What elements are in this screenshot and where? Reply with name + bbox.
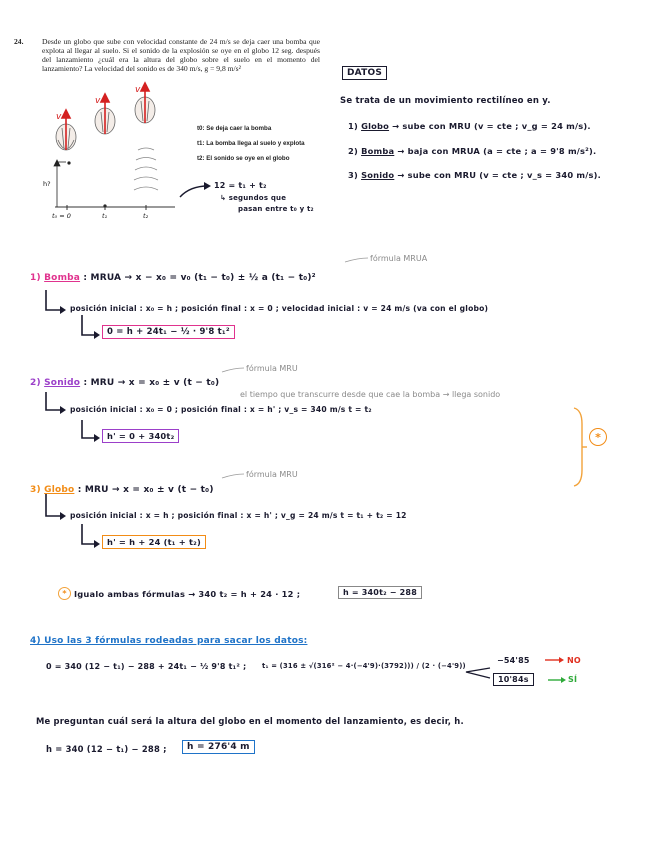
datos-title: DATOS <box>342 66 387 80</box>
datos-item-bomba-text: → baja con MRUA (a = cte ; a = 9'8 m/s²). <box>397 146 597 156</box>
legend-t0: t0: Se deja caer la bomba <box>197 125 272 132</box>
datos-intro: Se trata de un movimiento rectilíneo en y. <box>340 96 551 106</box>
globo-formula: : MRU → x = x₀ ± v (t − t₀) <box>77 485 214 495</box>
datos-item-bomba-name: Bomba <box>361 146 395 156</box>
sonido-formula: : MRU → x = x₀ ± v (t − t₀) <box>83 378 220 388</box>
bomba-heading-name: Bomba <box>44 273 81 283</box>
final-equation: h = 340 (12 − t₁) − 288 ; <box>46 744 167 754</box>
datos-item-sonido-num: 3) <box>348 170 358 180</box>
sonido-time-note: el tiempo que transcurre desde que cae la bomba → llega sonido <box>240 390 501 399</box>
globo-heading-num: 3) <box>30 485 41 495</box>
datos-item-bomba-num: 2) <box>348 146 358 156</box>
globo-result: h' = h + 24 (t₁ + t₂) <box>102 535 206 549</box>
sonido-heading <box>30 378 219 388</box>
globo-note: fórmula MRU <box>246 470 298 479</box>
vector-label-3: v <box>135 85 141 95</box>
vector-label-2: v <box>95 96 101 106</box>
root-positive-label: SÍ <box>568 675 578 684</box>
datos-item-globo-name: Globo <box>361 121 390 131</box>
bomba-heading-num: 1) <box>30 273 41 283</box>
sonido-conditions: posición inicial : x₀ = 0 ; posición final : x = h' ; v_s = 340 m/s t = t₂ <box>70 405 372 414</box>
bomba-heading <box>30 273 316 283</box>
note-time-desc-2: pasan entre t₀ y t₂ <box>238 205 314 213</box>
vector-label-1: v <box>56 112 62 122</box>
globo-heading <box>30 485 214 495</box>
sonido-heading-num: 2) <box>30 378 41 388</box>
bomba-result: 0 = h + 24t₁ − ½ · 9'8 t₁² <box>102 325 235 339</box>
problem-text: Desde un globo que sube con velocidad constante de 24 m/s se deja caer una bomba que explota al llegar al suelo. Si el sonido de la explosión se oye en el globo 12 seg. después del lanzamiento ¿cuál era la altura del globo sobre el suelo en el momento del lanzamiento? La velocidad del sonido es de 340 m/s, g = 9,8 m/s² <box>42 37 320 74</box>
height-arrow <box>54 160 66 207</box>
legend-t2: t2: El sonido se oye en el globo <box>197 155 290 162</box>
star-marker-left: * <box>58 587 71 600</box>
final-answer: h = 276'4 m <box>182 740 255 754</box>
t1-label: t₁ <box>102 212 108 220</box>
bomba-formula: : MRUA → x − x₀ = v₀ (t₁ − t₀) ± ½ a (t₁ − t₀)² <box>83 273 316 283</box>
bomba-note: fórmula MRUA <box>370 254 428 263</box>
root-negative: −54'85 <box>497 656 530 665</box>
datos-item-sonido <box>348 170 601 180</box>
bomba-conditions: posición inicial : x₀ = h ; posición final : x = 0 ; velocidad inicial : v = 24 m/s (va con el globo) <box>70 304 489 313</box>
step4-equation: 0 = 340 (12 − t₁) − 288 + 24t₁ − ½ 9'8 t₁² ; <box>46 662 247 671</box>
note-time-sum: 12 = t₁ + t₂ <box>214 181 267 190</box>
final-question: Me preguntan cuál será la altura del globo en el momento del lanzamiento, es decir, h. <box>36 716 464 726</box>
datos-item-globo-num: 1) <box>348 121 358 131</box>
datos-item-sonido-name: Sonido <box>361 170 395 180</box>
height-label: h? <box>43 180 51 188</box>
step4-heading: 4) Uso las 3 fórmulas rodeadas para sacar los datos: <box>30 636 308 646</box>
t0-label: t₀ = 0 <box>52 212 71 220</box>
globo-conditions: posición inicial : x = h ; posición final : x = h' ; v_g = 24 m/s t = t₁ + t₂ = 12 <box>70 511 407 520</box>
datos-item-sonido-text: → sube con MRU (v = cte ; v_s = 340 m/s). <box>397 170 601 180</box>
sonido-note: fórmula MRU <box>246 364 298 373</box>
sound-waves <box>134 148 158 190</box>
equal-result: h = 340t₂ − 288 <box>338 586 422 599</box>
legend-t1: t1: La bomba llega al suelo y explota <box>197 140 305 147</box>
datos-item-globo <box>348 121 591 131</box>
t2-label: t₂ <box>143 212 149 220</box>
root-positive: 10'84s <box>493 673 534 686</box>
step4-t1-expression: t₁ = (316 ± √(316² − 4·(−4'9)·(3792))) / (2 · (−4'9)) <box>262 662 466 670</box>
datos-item-globo-text: → sube con MRU (v = cte ; v_g = 24 m/s). <box>392 121 591 131</box>
sonido-heading-name: Sonido <box>44 378 81 388</box>
problem-number: 24. <box>14 37 24 46</box>
datos-item-bomba <box>348 146 596 156</box>
star-marker-right: * <box>589 428 607 446</box>
equal-text: Igualo ambas fórmulas → 340 t₂ = h + 24 · 12 ; <box>74 589 301 599</box>
root-negative-label: NO <box>567 656 581 665</box>
globo-heading-name: Globo <box>44 485 75 495</box>
note-time-desc-1: ↳ segundos que <box>220 194 287 202</box>
sonido-result: h' = 0 + 340t₂ <box>102 429 179 443</box>
